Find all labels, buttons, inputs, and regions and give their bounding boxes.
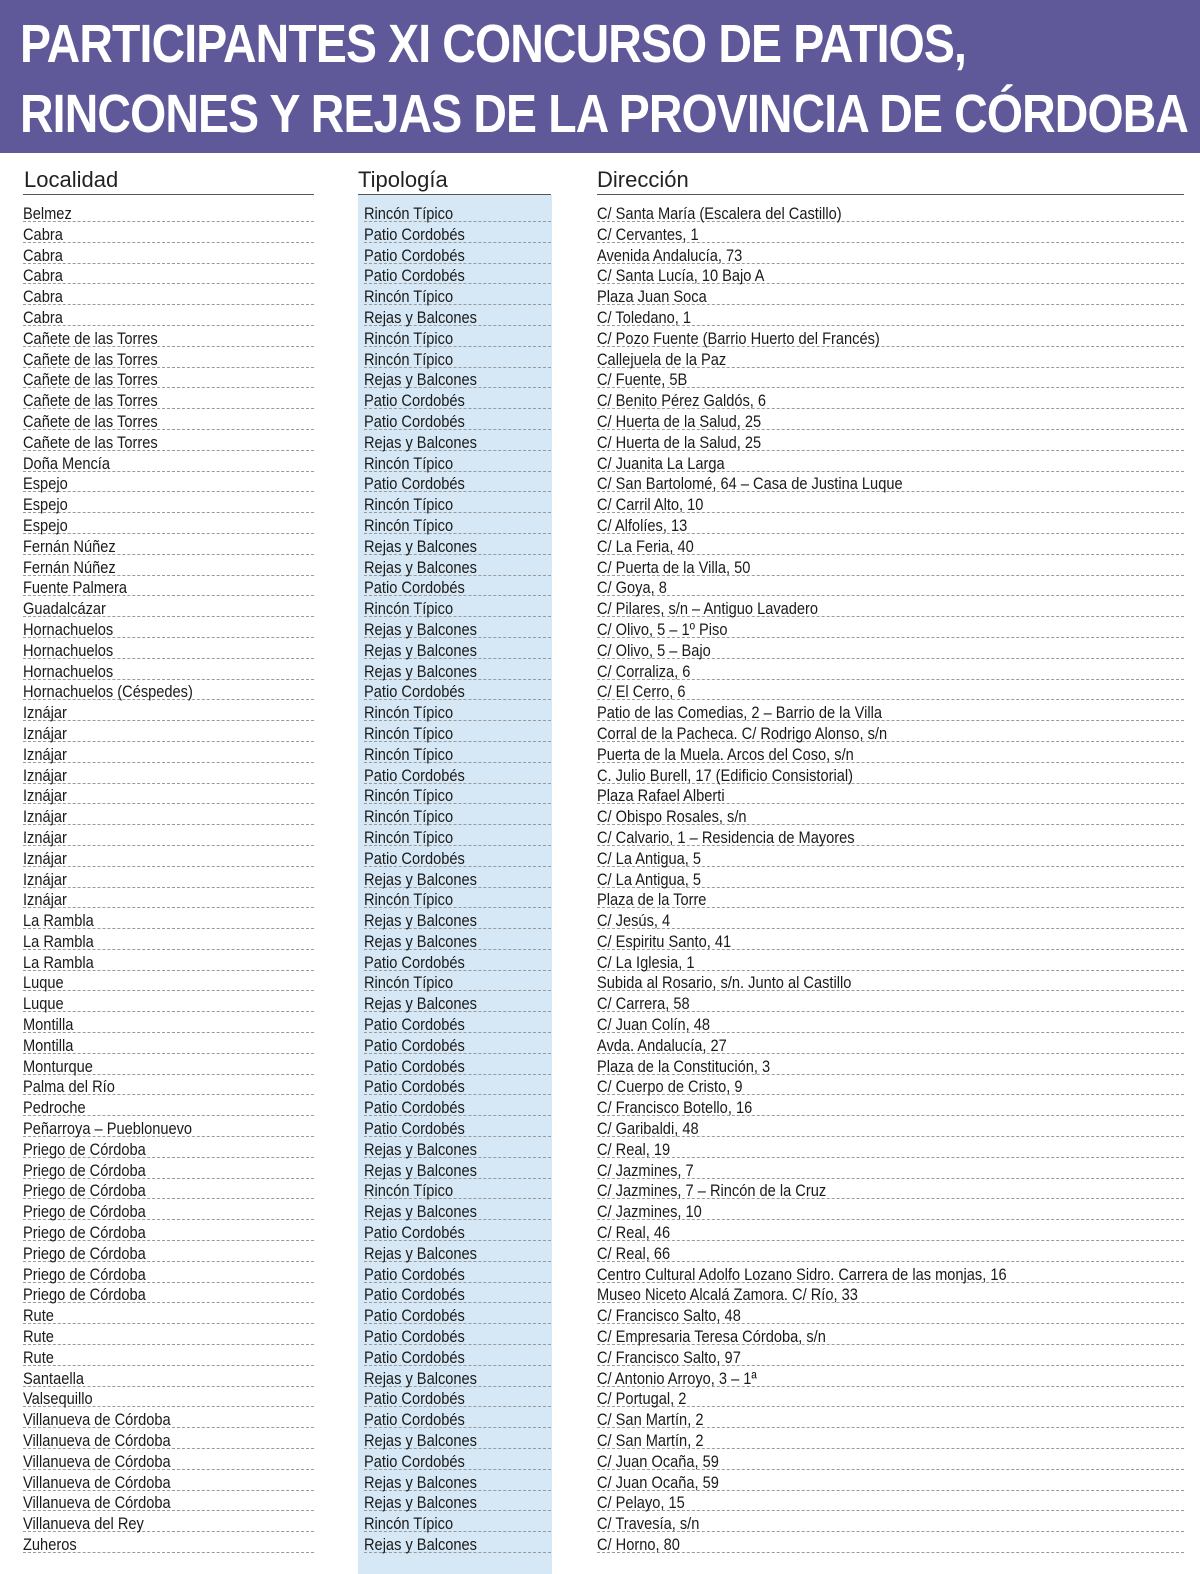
cell-direccion: C/ Carrera, 58 [597, 994, 690, 1014]
table-row [0, 514, 1200, 535]
title-line-1: PARTICIPANTES XI CONCURSO DE PATIOS, [20, 14, 967, 74]
cell-direccion: C/ Calvario, 1 – Residencia de Mayores [597, 827, 855, 847]
cell-localidad: Cañete de las Torres [23, 370, 158, 390]
cell-localidad: Zuheros [23, 1535, 77, 1554]
cell-tipologia: Patio Cordobés [364, 1389, 465, 1409]
table-row [0, 868, 1200, 889]
table-row [0, 1034, 1200, 1055]
cell-tipologia: Patio Cordobés [364, 266, 465, 286]
table-row [0, 1491, 1200, 1512]
participants-table [0, 202, 1200, 1554]
cell-localidad: Priego de Córdoba [23, 1264, 146, 1284]
title-line-2: RINCONES Y REJAS DE LA PROVINCIA DE CÓRDOBA [20, 84, 1189, 144]
cell-tipologia: Rejas y Balcones [364, 911, 477, 931]
cell-direccion: C/ Obispo Rosales, s/n [597, 807, 747, 827]
cell-localidad: Luque [23, 994, 64, 1014]
cell-localidad: Hornachuelos (Céspedes) [23, 682, 193, 702]
table-row [0, 597, 1200, 618]
cell-direccion: C/ Pozo Fuente (Barrio Huerto del Francés) [597, 328, 880, 348]
cell-localidad: Priego de Córdoba [23, 1160, 146, 1180]
table-row [0, 452, 1200, 473]
table-row [0, 223, 1200, 244]
table-row [0, 1221, 1200, 1242]
cell-tipologia: Rejas y Balcones [364, 931, 477, 951]
table-row [0, 576, 1200, 597]
cell-localidad: Villanueva de Córdoba [23, 1493, 171, 1513]
cell-localidad: Fuente Palmera [23, 578, 128, 598]
table-row [0, 244, 1200, 265]
cell-tipologia: Rejas y Balcones [364, 1139, 477, 1159]
cell-direccion: Centro Cultural Adolfo Lozano Sidro. Carrera de las monjas, 16 [597, 1264, 1007, 1284]
cell-localidad: Villanueva de Córdoba [23, 1451, 171, 1471]
cell-tipologia: Rejas y Balcones [364, 640, 477, 660]
cell-localidad: Espejo [23, 474, 68, 494]
header-rule-localidad [23, 194, 314, 195]
cell-tipologia: Rincón Típico [364, 827, 454, 847]
table-row [0, 1055, 1200, 1076]
cell-direccion: C/ El Cerro, 6 [597, 682, 686, 702]
cell-direccion: Corral de la Pacheca. C/ Rodrigo Alonso, s/n [597, 723, 888, 743]
cell-direccion: C/ Travesía, s/n [597, 1514, 700, 1534]
cell-direccion: C/ Benito Pérez Galdós, 6 [597, 391, 767, 411]
cell-tipologia: Rejas y Balcones [364, 1431, 477, 1451]
cell-direccion: C/ Olivo, 5 – Bajo [597, 640, 711, 660]
cell-tipologia: Rincón Típico [364, 890, 454, 910]
cell-direccion: C/ Pelayo, 15 [597, 1493, 685, 1513]
cell-direccion: C/ La Antigua, 5 [597, 869, 702, 889]
cell-direccion: C/ Goya, 8 [597, 578, 667, 598]
cell-direccion: C/ Jazmines, 7 [597, 1160, 694, 1180]
cell-tipologia: Patio Cordobés [364, 1264, 465, 1284]
cell-localidad: Rute [23, 1327, 54, 1347]
cell-tipologia: Rincón Típico [364, 973, 454, 993]
cell-direccion: C/ Olivo, 5 – 1º Piso [597, 619, 728, 639]
cell-localidad: Doña Mencía [23, 453, 110, 473]
cell-direccion: C/ San Bartolomé, 64 – Casa de Justina Luque [597, 474, 903, 494]
table-row [0, 1387, 1200, 1408]
cell-direccion: Avenida Andalucía, 73 [597, 245, 743, 265]
cell-localidad: Valsequillo [23, 1389, 93, 1409]
table-row [0, 1179, 1200, 1200]
table-row [0, 701, 1200, 722]
cell-localidad: Luque [23, 973, 64, 993]
cell-tipologia: Patio Cordobés [364, 245, 465, 265]
cell-localidad: Villanueva de Córdoba [23, 1410, 171, 1430]
cell-direccion: C/ Juan Ocaña, 59 [597, 1451, 719, 1471]
cell-localidad: Cañete de las Torres [23, 328, 158, 348]
cell-direccion: C/ Juanita La Larga [597, 453, 725, 473]
cell-tipologia: Patio Cordobés [364, 1056, 465, 1076]
table-row [0, 327, 1200, 348]
cell-direccion: C/ Garibaldi, 48 [597, 1119, 699, 1139]
table-row [0, 847, 1200, 868]
cell-direccion: Plaza Rafael Alberti [597, 786, 725, 806]
cell-localidad: Villanueva de Córdoba [23, 1472, 171, 1492]
cell-direccion: C/ Real, 66 [597, 1243, 671, 1263]
cell-tipologia: Patio Cordobés [364, 682, 465, 702]
table-row [0, 1408, 1200, 1429]
cell-localidad: Guadalcázar [23, 599, 106, 619]
cell-tipologia: Rejas y Balcones [364, 869, 477, 889]
cell-localidad: Priego de Córdoba [23, 1181, 146, 1201]
table-row [0, 805, 1200, 826]
table-row [0, 1200, 1200, 1221]
cell-direccion: C/ La Iglesia, 1 [597, 952, 695, 972]
cell-localidad: Peñarroya – Pueblonuevo [23, 1119, 193, 1139]
cell-localidad: Priego de Córdoba [23, 1243, 146, 1263]
cell-tipologia: Rejas y Balcones [364, 1535, 477, 1554]
cell-tipologia: Rejas y Balcones [364, 432, 477, 452]
cell-tipologia: Rejas y Balcones [364, 1472, 477, 1492]
cell-direccion: C/ Corraliza, 6 [597, 661, 691, 681]
cell-tipologia: Rejas y Balcones [364, 557, 477, 577]
header-rule-direccion [597, 194, 1184, 195]
cell-localidad: Priego de Córdoba [23, 1285, 146, 1305]
cell-tipologia: Rejas y Balcones [364, 1493, 477, 1513]
cell-tipologia: Patio Cordobés [364, 1410, 465, 1430]
cell-direccion: C/ Santa Lucía, 10 Bajo A [597, 266, 765, 286]
cell-tipologia: Rejas y Balcones [364, 536, 477, 556]
cell-localidad: Montilla [23, 1035, 74, 1055]
table-row [0, 1263, 1200, 1284]
cell-tipologia: Rincón Típico [364, 328, 454, 348]
cell-tipologia: Rincón Típico [364, 453, 454, 473]
table-row [0, 1429, 1200, 1450]
table-row [0, 306, 1200, 327]
title-banner [0, 0, 1200, 153]
table-row [0, 1075, 1200, 1096]
table-row [0, 1242, 1200, 1263]
cell-localidad: Iznájar [23, 890, 67, 910]
cell-localidad: Rute [23, 1347, 54, 1367]
cell-tipologia: Patio Cordobés [364, 1327, 465, 1347]
cell-localidad: Hornachuelos [23, 640, 114, 660]
cell-tipologia: Patio Cordobés [364, 411, 465, 431]
cell-tipologia: Rincón Típico [364, 786, 454, 806]
cell-direccion: C/ Antonio Arroyo, 3 – 1ª [597, 1368, 757, 1388]
table-row [0, 764, 1200, 785]
cell-tipologia: Rincón Típico [364, 703, 454, 723]
table-row [0, 1512, 1200, 1533]
cell-tipologia: Patio Cordobés [364, 1306, 465, 1326]
table-row [0, 368, 1200, 389]
cell-direccion: C/ Jesús, 4 [597, 911, 671, 931]
table-row [0, 1471, 1200, 1492]
table-row [0, 1367, 1200, 1388]
cell-localidad: Iznájar [23, 703, 67, 723]
cell-tipologia: Rincón Típico [364, 599, 454, 619]
cell-localidad: Espejo [23, 515, 68, 535]
cell-direccion: Museo Niceto Alcalá Zamora. C/ Río, 33 [597, 1285, 858, 1305]
cell-tipologia: Rejas y Balcones [364, 1243, 477, 1263]
table-row [0, 1450, 1200, 1471]
cell-localidad: Cabra [23, 245, 63, 265]
cell-direccion: C/ Real, 19 [597, 1139, 671, 1159]
row-divider [597, 1552, 1184, 1553]
cell-tipologia: Rincón Típico [364, 349, 454, 369]
table-row [0, 348, 1200, 369]
table-row [0, 1138, 1200, 1159]
header-direccion: Dirección [597, 167, 689, 192]
cell-tipologia: Rejas y Balcones [364, 307, 477, 327]
cell-localidad: Cañete de las Torres [23, 349, 158, 369]
table-row [0, 743, 1200, 764]
cell-direccion: Puerta de la Muela. Arcos del Coso, s/n [597, 744, 854, 764]
cell-tipologia: Rincón Típico [364, 807, 454, 827]
cell-direccion: C/ Carril Alto, 10 [597, 495, 704, 515]
cell-tipologia: Rejas y Balcones [364, 619, 477, 639]
cell-direccion: Plaza Juan Soca [597, 287, 707, 307]
table-row [0, 1117, 1200, 1138]
table-row [0, 1533, 1200, 1554]
cell-direccion: C/ Portugal, 2 [597, 1389, 687, 1409]
table-row [0, 202, 1200, 223]
cell-localidad: Cabra [23, 307, 63, 327]
header-rule-tipologia [358, 194, 551, 195]
cell-localidad: Priego de Córdoba [23, 1202, 146, 1222]
cell-tipologia: Patio Cordobés [364, 848, 465, 868]
table-row [0, 1283, 1200, 1304]
cell-localidad: Fernán Núñez [23, 557, 116, 577]
table-row [0, 1159, 1200, 1180]
cell-tipologia: Rincón Típico [364, 744, 454, 764]
cell-direccion: C/ Horno, 80 [597, 1535, 680, 1554]
table-row [0, 1325, 1200, 1346]
table-row [0, 888, 1200, 909]
cell-tipologia: Patio Cordobés [364, 578, 465, 598]
cell-localidad: Pedroche [23, 1098, 86, 1118]
cell-localidad: Rute [23, 1306, 54, 1326]
table-row [0, 535, 1200, 556]
cell-localidad: Iznájar [23, 827, 67, 847]
cell-localidad: Iznájar [23, 848, 67, 868]
cell-direccion: C/ Cuerpo de Cristo, 9 [597, 1077, 743, 1097]
cell-tipologia: Patio Cordobés [364, 391, 465, 411]
table-row [0, 826, 1200, 847]
table-row [0, 389, 1200, 410]
cell-tipologia: Patio Cordobés [364, 1285, 465, 1305]
table-row [0, 556, 1200, 577]
cell-tipologia: Rincón Típico [364, 515, 454, 535]
cell-tipologia: Patio Cordobés [364, 1223, 465, 1243]
cell-direccion: C/ Juan Colín, 48 [597, 1015, 710, 1035]
cell-direccion: C/ Pilares, s/n – Antiguo Lavadero [597, 599, 819, 619]
cell-localidad: Belmez [23, 204, 72, 223]
cell-tipologia: Rejas y Balcones [364, 1368, 477, 1388]
header-tipologia: Tipología [358, 167, 448, 192]
cell-direccion: C/ San Martín, 2 [597, 1410, 704, 1430]
cell-localidad: Monturque [23, 1056, 93, 1076]
cell-tipologia: Rincón Típico [364, 1181, 454, 1201]
cell-tipologia: Rejas y Balcones [364, 994, 477, 1014]
table-row [0, 784, 1200, 805]
cell-tipologia: Rincón Típico [364, 723, 454, 743]
table-row [0, 493, 1200, 514]
table-row [0, 971, 1200, 992]
cell-tipologia: Rejas y Balcones [364, 661, 477, 681]
cell-direccion: C/ San Martín, 2 [597, 1431, 704, 1451]
cell-localidad: Hornachuelos [23, 661, 114, 681]
cell-direccion: C/ Francisco Botello, 16 [597, 1098, 753, 1118]
cell-localidad: Iznájar [23, 869, 67, 889]
cell-tipologia: Rejas y Balcones [364, 370, 477, 390]
table-row [0, 639, 1200, 660]
table-row [0, 1096, 1200, 1117]
cell-direccion: C/ Francisco Salto, 48 [597, 1306, 741, 1326]
cell-direccion: C/ La Antigua, 5 [597, 848, 702, 868]
cell-localidad: Priego de Córdoba [23, 1139, 146, 1159]
table-row [0, 1346, 1200, 1367]
table-row [0, 930, 1200, 951]
cell-direccion: C/ Alfolíes, 13 [597, 515, 688, 535]
cell-localidad: Priego de Córdoba [23, 1223, 146, 1243]
cell-tipologia: Patio Cordobés [364, 1035, 465, 1055]
cell-localidad: Montilla [23, 1015, 74, 1035]
cell-direccion: C/ Cervantes, 1 [597, 224, 699, 244]
cell-direccion: C/ Francisco Salto, 97 [597, 1347, 741, 1367]
cell-direccion: C. Julio Burell, 17 (Edificio Consistorial) [597, 765, 853, 785]
cell-localidad: Hornachuelos [23, 619, 114, 639]
cell-tipologia: Patio Cordobés [364, 1451, 465, 1471]
cell-direccion: C/ Huerta de la Salud, 25 [597, 432, 762, 452]
table-row [0, 618, 1200, 639]
cell-direccion: Plaza de la Torre [597, 890, 707, 910]
cell-tipologia: Rincón Típico [364, 1514, 454, 1534]
table-row [0, 285, 1200, 306]
cell-tipologia: Patio Cordobés [364, 1077, 465, 1097]
cell-localidad: Cabra [23, 287, 63, 307]
cell-direccion: C/ La Feria, 40 [597, 536, 694, 556]
table-row [0, 472, 1200, 493]
cell-localidad: Iznájar [23, 765, 67, 785]
cell-tipologia: Rincón Típico [364, 204, 454, 223]
table-row [0, 1013, 1200, 1034]
cell-localidad: La Rambla [23, 931, 94, 951]
cell-tipologia: Patio Cordobés [364, 474, 465, 494]
cell-localidad: Cañete de las Torres [23, 411, 158, 431]
cell-localidad: Fernán Núñez [23, 536, 116, 556]
cell-direccion: C/ Jazmines, 7 – Rincón de la Cruz [597, 1181, 827, 1201]
table-row [0, 431, 1200, 452]
cell-direccion: C/ Espiritu Santo, 41 [597, 931, 732, 951]
cell-direccion: Patio de las Comedias, 2 – Barrio de la Villa [597, 703, 882, 723]
table-row [0, 410, 1200, 431]
cell-direccion: C/ Santa María (Escalera del Castillo) [597, 204, 842, 223]
cell-localidad: Iznájar [23, 807, 67, 827]
cell-localidad: Iznájar [23, 723, 67, 743]
cell-tipologia: Patio Cordobés [364, 1015, 465, 1035]
cell-tipologia: Rincón Típico [364, 287, 454, 307]
cell-direccion: C/ Toledano, 1 [597, 307, 692, 327]
cell-tipologia: Patio Cordobés [364, 1119, 465, 1139]
cell-tipologia: Patio Cordobés [364, 1347, 465, 1367]
cell-direccion: C/ Real, 46 [597, 1223, 671, 1243]
cell-tipologia: Rejas y Balcones [364, 1202, 477, 1222]
cell-localidad: Cabra [23, 224, 63, 244]
cell-localidad: Villanueva de Córdoba [23, 1431, 171, 1451]
cell-direccion: C/ Empresaria Teresa Córdoba, s/n [597, 1327, 826, 1347]
cell-direccion: C/ Puerta de la Villa, 50 [597, 557, 751, 577]
cell-localidad: Iznájar [23, 744, 67, 764]
cell-direccion: C/ Huerta de la Salud, 25 [597, 411, 762, 431]
cell-localidad: La Rambla [23, 952, 94, 972]
cell-localidad: Palma del Río [23, 1077, 115, 1097]
cell-tipologia: Patio Cordobés [364, 224, 465, 244]
table-row [0, 909, 1200, 930]
cell-localidad: Villanueva del Rey [23, 1514, 144, 1534]
cell-direccion: C/ Juan Ocaña, 59 [597, 1472, 719, 1492]
cell-localidad: Espejo [23, 495, 68, 515]
header-localidad: Localidad [24, 167, 119, 192]
cell-tipologia: Patio Cordobés [364, 952, 465, 972]
cell-tipologia: Patio Cordobés [364, 1098, 465, 1118]
cell-tipologia: Rejas y Balcones [364, 1160, 477, 1180]
cell-direccion: Subida al Rosario, s/n. Junto al Castillo [597, 973, 852, 993]
table-row [0, 264, 1200, 285]
cell-localidad: Cabra [23, 266, 63, 286]
table-row [0, 660, 1200, 681]
table-row [0, 722, 1200, 743]
cell-localidad: Cañete de las Torres [23, 391, 158, 411]
table-row [0, 680, 1200, 701]
table-row [0, 992, 1200, 1013]
cell-tipologia: Rincón Típico [364, 495, 454, 515]
cell-direccion: C/ Jazmines, 10 [597, 1202, 702, 1222]
cell-direccion: Callejuela de la Paz [597, 349, 727, 369]
cell-localidad: La Rambla [23, 911, 94, 931]
cell-direccion: C/ Fuente, 5B [597, 370, 688, 390]
cell-localidad: Santaella [23, 1368, 84, 1388]
table-row [0, 951, 1200, 972]
cell-localidad: Iznájar [23, 786, 67, 806]
table-row [0, 1304, 1200, 1325]
cell-direccion: Avda. Andalucía, 27 [597, 1035, 727, 1055]
cell-tipologia: Patio Cordobés [364, 765, 465, 785]
cell-direccion: Plaza de la Constitución, 3 [597, 1056, 771, 1076]
cell-localidad: Cañete de las Torres [23, 432, 158, 452]
